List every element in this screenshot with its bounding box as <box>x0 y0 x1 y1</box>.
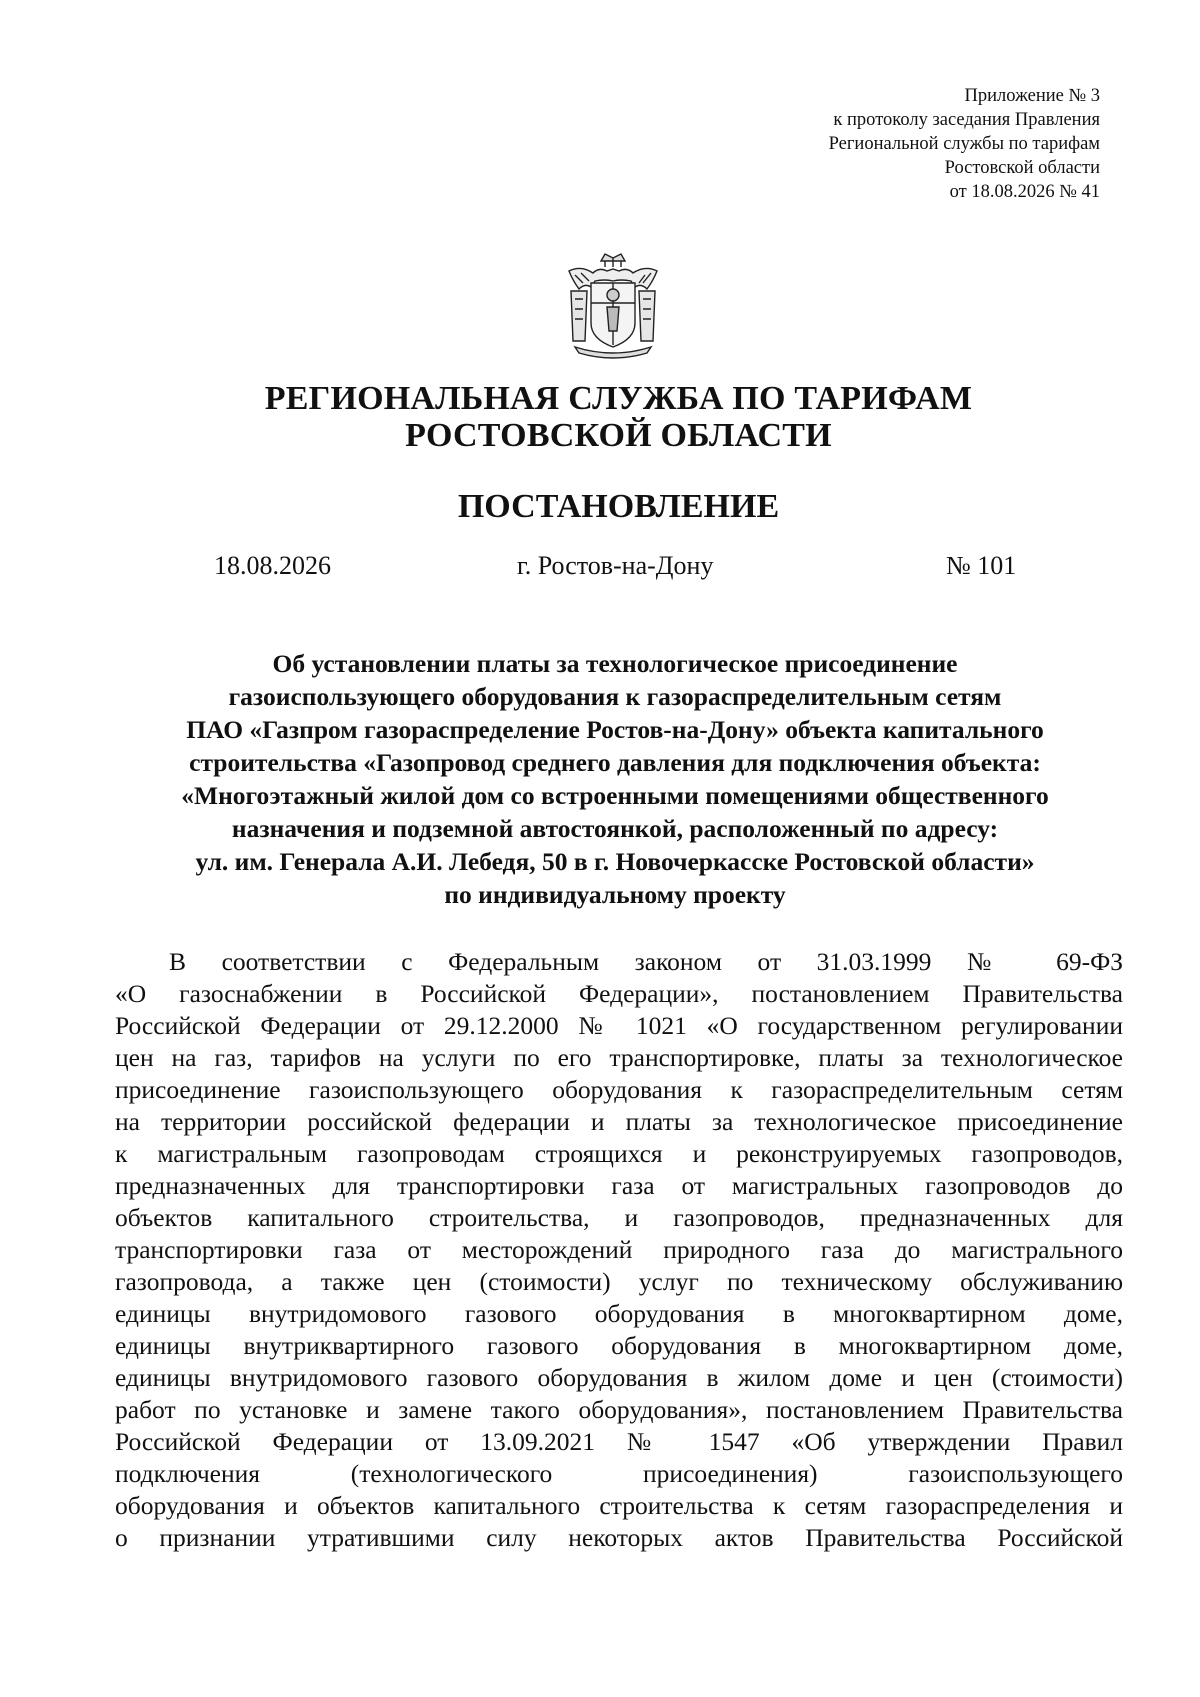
subject-line: ул. им. Генерала А.И. Лебедя, 50 в г. Новочеркасске Ростовской области» <box>195 847 1035 876</box>
appendix-line: Ростовской области <box>944 158 1100 178</box>
body-line: единицы внутридомового газового оборудования в многоквартирном доме, <box>115 1299 1123 1328</box>
appendix-line: Региональной службы по тарифам <box>828 134 1100 154</box>
subject-line: газоиспользующего оборудования к газораспределительным сетям <box>228 682 1002 711</box>
organization-title <box>0 380 1200 454</box>
subject-line: «Многоэтажный жилой дом со встроенными помещениями общественного <box>181 781 1049 810</box>
body-line: к магистральным газопроводам строящихся и реконструируемых газопроводов, <box>115 1139 1123 1168</box>
body-line: работ по установке и замене такого оборудования», постановлением Правительства <box>115 1395 1123 1424</box>
body-line: на территории российской федерации и платы за технологическое присоединение <box>115 1107 1123 1136</box>
body-line: оборудования и объектов капитального строительства к сетям газораспределения и <box>115 1491 1123 1520</box>
document-date: 18.08.2026 <box>214 551 331 580</box>
document-type-heading: ПОСТАНОВЛЕНИЕ <box>457 488 780 525</box>
body-line: единицы внутридомового газового оборудования в жилом доме и цен (стоимости) <box>115 1363 1123 1392</box>
appendix-line: к протоколу заседания Правления <box>833 110 1100 130</box>
body-line: Российской Федерации от 29.12.2000 № 1021 «О государственном регулировании <box>115 1011 1123 1040</box>
body-line: цен на газ, тарифов на услуги по его транспортировке, платы за технологическое <box>115 1043 1123 1072</box>
document-body <box>115 946 1123 1554</box>
body-line: подключения (технологического присоединения) газоиспользующего <box>115 1459 1123 1488</box>
body-line: В соответствии с Федеральным законом от 31.03.1999 № 69-ФЗ <box>169 947 1123 976</box>
body-line: предназначенных для транспортировки газа от магистральных газопроводов до <box>115 1171 1123 1200</box>
document-number: № 101 <box>946 551 1017 580</box>
body-line: «О газоснабжении в Российской Федерации», постановлением Правительства <box>115 979 1123 1008</box>
subject-line: Об установлении платы за технологическое присоединение <box>272 649 958 678</box>
subject-line: назначения и подземной автостоянкой, расположенный по адресу: <box>231 814 999 843</box>
body-line: единицы внутриквартирного газового оборудования в многоквартирном доме, <box>115 1331 1123 1360</box>
body-line: о признании утратившими силу некоторых актов Правительства Российской <box>115 1523 1123 1552</box>
subject-line: по индивидуальному проекту <box>444 880 786 909</box>
body-line: газопровода, а также цен (стоимости) услуг по техническому обслуживанию <box>115 1267 1123 1296</box>
coat-of-arms-icon <box>561 251 665 359</box>
document-meta-row <box>0 549 1200 583</box>
organization-line: РОСТОВСКОЙ ОБЛАСТИ <box>405 417 832 454</box>
body-line: присоединение газоиспользующего оборудования к газораспределительным сетям <box>115 1075 1123 1104</box>
document-city: г. Ростов-на-Дону <box>517 551 714 580</box>
body-line: объектов капитального строительства, и газопроводов, предназначенных для <box>115 1203 1123 1232</box>
document-subject <box>110 647 1120 911</box>
body-line: транспортировки газа от месторождений природного газа до магистрального <box>115 1235 1123 1264</box>
appendix-line: Приложение № 3 <box>964 86 1100 106</box>
body-line: Российской Федерации от 13.09.2021 № 1547 «Об утверждении Правил <box>115 1427 1123 1456</box>
appendix-note <box>680 84 1100 204</box>
organization-line: РЕГИОНАЛЬНАЯ СЛУЖБА ПО ТАРИФАМ <box>264 380 973 417</box>
subject-line: ПАО «Газпром газораспределение Ростов-на-Дону» объекта капитального <box>186 715 1044 744</box>
appendix-line: от 18.08.2026 № 41 <box>949 182 1100 202</box>
subject-line: строительства «Газопровод среднего давления для подключения объекта: <box>189 748 1041 777</box>
